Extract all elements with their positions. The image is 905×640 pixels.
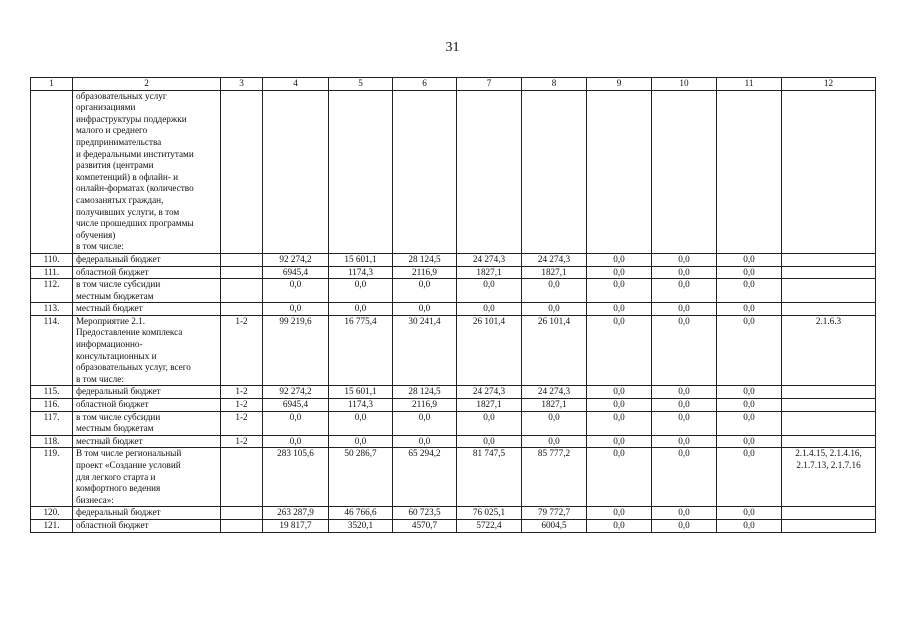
row-value: 0,0 [717,448,782,507]
row-value: 28 124,5 [393,386,457,399]
row-value: 2116,9 [393,266,457,279]
row-value: 0,0 [457,411,522,435]
column-header: 8 [522,78,587,91]
column-header: 1 [31,78,73,91]
row-value [329,90,393,253]
row-value: 0,0 [587,279,652,303]
row-value: 0,0 [652,266,717,279]
table-row [31,315,876,386]
row-name-line: консультационных и [76,350,157,361]
row-reference [782,303,876,316]
row-name-line: и федеральными институтами [76,148,194,159]
row-reference [782,279,876,303]
row-value: 0,0 [717,386,782,399]
row-value: 6945,4 [263,399,329,412]
row-name-line: областной бюджет [76,266,149,277]
column-header: 3 [221,78,263,91]
column-header: 12 [782,78,876,91]
row-code [221,253,263,266]
row-number: 110. [31,253,73,266]
row-value: 24 274,3 [457,253,522,266]
row-name-line: предпринимательства [76,136,162,147]
row-reference [782,519,876,532]
row-value: 0,0 [263,411,329,435]
row-name-line: компетенций) в офлайн- и [76,171,179,182]
row-name-line: для легкого старта и [76,471,156,482]
row-reference [782,448,876,507]
row-number: 116. [31,399,73,412]
row-reference [782,315,876,386]
table-row [31,253,876,266]
budget-table [30,77,876,533]
row-value: 0,0 [263,435,329,448]
row-code: 1-2 [221,386,263,399]
row-value: 0,0 [587,266,652,279]
row-value: 3520,1 [329,519,393,532]
row-value: 263 287,9 [263,507,329,520]
row-value [522,90,587,253]
row-value: 0,0 [652,448,717,507]
row-value: 50 286,7 [329,448,393,507]
row-number: 112. [31,279,73,303]
row-value: 0,0 [717,303,782,316]
row-name-line: В том числе региональный [76,448,182,459]
row-code: 1-2 [221,435,263,448]
row-name [73,435,221,448]
row-reference [782,435,876,448]
row-value: 6945,4 [263,266,329,279]
row-name-line: информационно- [76,339,143,350]
row-name-line: онлайн-форматах (количество [76,183,194,194]
row-value: 0,0 [457,435,522,448]
row-value: 0,0 [393,303,457,316]
row-value: 0,0 [522,279,587,303]
row-code: 1-2 [221,315,263,386]
row-value: 76 025,1 [457,507,522,520]
row-name-line: инфраструктуры поддержки [76,113,187,124]
row-value: 30 241,4 [393,315,457,386]
row-value: 60 723,5 [393,507,457,520]
row-value: 0,0 [717,435,782,448]
row-value: 0,0 [652,315,717,386]
row-value: 0,0 [587,253,652,266]
row-value [717,90,782,253]
row-value: 0,0 [457,279,522,303]
row-value: 0,0 [717,279,782,303]
row-value [263,90,329,253]
row-name-line: местным бюджетам [76,290,154,301]
row-code [221,519,263,532]
row-value: 92 274,2 [263,253,329,266]
row-name-line: развития (центрами [76,160,154,171]
row-name-line: в том числе субсидии [76,279,161,290]
row-value: 0,0 [587,411,652,435]
row-value: 0,0 [587,507,652,520]
row-value: 92 274,2 [263,386,329,399]
row-value: 283 105,6 [263,448,329,507]
table-row [31,90,876,253]
row-value: 0,0 [393,279,457,303]
row-name [73,507,221,520]
row-code [221,266,263,279]
table-row [31,386,876,399]
row-name [73,386,221,399]
table-row [31,279,876,303]
row-code [221,448,263,507]
row-value: 0,0 [717,507,782,520]
row-name-line: федеральный бюджет [76,386,161,397]
row-name-line: обучения) [76,229,116,240]
row-code [221,90,263,253]
row-reference [782,507,876,520]
row-name-line: образовательных услуг, всего [76,362,191,373]
row-value [393,90,457,253]
row-value: 99 219,6 [263,315,329,386]
table-row [31,411,876,435]
row-name-line: в том числе субсидии [76,411,161,422]
row-value: 81 747,5 [457,448,522,507]
row-number: 120. [31,507,73,520]
row-name-line: местный бюджет [76,435,143,446]
row-name [73,90,221,253]
row-name-line: получивших услуги, в том [76,206,180,217]
row-value: 0,0 [587,303,652,316]
row-name-line: местным бюджетам [76,423,154,434]
row-name-line: областной бюджет [76,519,149,530]
row-value: 65 294,2 [393,448,457,507]
table-row [31,435,876,448]
row-value [457,90,522,253]
row-name-line: бизнеса»: [76,494,114,505]
row-value: 0,0 [329,435,393,448]
row-value: 0,0 [587,435,652,448]
row-value: 0,0 [652,435,717,448]
row-value: 0,0 [522,303,587,316]
row-value: 0,0 [457,303,522,316]
row-value: 6004,5 [522,519,587,532]
row-value: 0,0 [717,399,782,412]
row-name [73,519,221,532]
row-name-line: образовательных услуг [76,90,167,101]
row-value: 0,0 [587,386,652,399]
row-value: 0,0 [587,519,652,532]
row-value: 0,0 [522,435,587,448]
row-value: 19 817,7 [263,519,329,532]
row-value: 0,0 [717,411,782,435]
row-reference-line: 2.1.6.3 [815,315,842,326]
row-value: 1827,1 [457,266,522,279]
row-reference [782,266,876,279]
row-value: 0,0 [652,386,717,399]
row-name-line: областной бюджет [76,399,149,410]
row-value: 1174,3 [329,399,393,412]
column-header: 7 [457,78,522,91]
row-value: 0,0 [652,507,717,520]
row-value: 1827,1 [522,266,587,279]
row-code [221,507,263,520]
row-value: 79 772,7 [522,507,587,520]
row-value: 5722,4 [457,519,522,532]
table-row [31,266,876,279]
row-name [73,448,221,507]
row-value: 0,0 [587,399,652,412]
table-row [31,519,876,532]
row-code [221,303,263,316]
row-name [73,315,221,386]
table-row [31,507,876,520]
row-value: 0,0 [263,303,329,316]
row-value: 0,0 [652,519,717,532]
row-code: 1-2 [221,399,263,412]
row-value: 1174,3 [329,266,393,279]
table-row [31,448,876,507]
row-code [221,279,263,303]
row-value: 0,0 [393,435,457,448]
row-name [73,253,221,266]
page-number: 31 [445,40,460,55]
column-header: 4 [263,78,329,91]
table-row [31,399,876,412]
row-number: 113. [31,303,73,316]
row-value [652,90,717,253]
row-value: 1827,1 [522,399,587,412]
row-number: 114. [31,315,73,386]
row-name-line: организациями [76,102,136,113]
row-value: 0,0 [652,303,717,316]
row-name-line: федеральный бюджет [76,507,161,518]
row-value: 15 601,1 [329,253,393,266]
column-number-row [31,78,876,91]
row-name [73,279,221,303]
row-value: 0,0 [587,448,652,507]
row-value [587,90,652,253]
row-value: 0,0 [329,279,393,303]
row-value: 15 601,1 [329,386,393,399]
row-value: 0,0 [329,303,393,316]
row-reference [782,399,876,412]
row-value: 28 124,5 [393,253,457,266]
row-name-line: Предоставление комплекса [76,327,183,338]
row-code: 1-2 [221,411,263,435]
column-header: 9 [587,78,652,91]
row-name [73,266,221,279]
row-value: 24 274,3 [522,386,587,399]
row-reference [782,386,876,399]
row-value: 1827,1 [457,399,522,412]
row-value: 0,0 [717,266,782,279]
row-name [73,399,221,412]
row-value: 0,0 [393,411,457,435]
row-name [73,411,221,435]
row-value: 26 101,4 [522,315,587,386]
row-name [73,303,221,316]
row-value: 0,0 [587,315,652,386]
row-reference [782,90,876,253]
row-value: 0,0 [717,253,782,266]
row-value: 24 274,3 [457,386,522,399]
row-name-line: числе прошедших программы [76,218,194,229]
row-reference-line: 2.1.4.15, 2.1.4.16, [795,448,862,459]
row-reference-line: 2.1.7.13, 2.1.7.16 [796,460,861,470]
row-value: 26 101,4 [457,315,522,386]
row-number: 118. [31,435,73,448]
row-value: 0,0 [652,253,717,266]
row-value: 85 777,2 [522,448,587,507]
row-value: 4570,7 [393,519,457,532]
row-name-line: проект «Создание условий [76,460,181,470]
row-name-line: Мероприятие 2.1. [76,315,146,326]
column-header: 6 [393,78,457,91]
row-value: 0,0 [652,399,717,412]
column-header: 10 [652,78,717,91]
row-value: 0,0 [263,279,329,303]
table-row [31,303,876,316]
row-value: 2116,9 [393,399,457,412]
row-number: 111. [31,266,73,279]
row-value: 16 775,4 [329,315,393,386]
row-value: 0,0 [717,315,782,386]
row-name-line: местный бюджет [76,303,143,314]
row-reference [782,411,876,435]
column-header: 11 [717,78,782,91]
column-header: 2 [73,78,221,91]
row-reference [782,253,876,266]
table-body [31,90,876,532]
column-header: 5 [329,78,393,91]
row-number [31,90,73,253]
row-number: 115. [31,386,73,399]
row-value: 0,0 [329,411,393,435]
row-number: 121. [31,519,73,532]
row-value: 0,0 [522,411,587,435]
row-value: 24 274,3 [522,253,587,266]
row-name-line: самозанятых граждан, [76,194,164,205]
row-name-line: в том числе: [76,241,124,252]
row-value: 0,0 [652,411,717,435]
row-number: 117. [31,411,73,435]
row-value: 0,0 [652,279,717,303]
row-name-line: в том числе: [76,373,124,384]
row-name-line: федеральный бюджет [76,253,161,264]
row-name-line: малого и среднего [76,125,148,136]
row-value: 0,0 [717,519,782,532]
row-name-line: комфортного ведения [76,483,161,494]
row-value: 46 766,6 [329,507,393,520]
row-number: 119. [31,448,73,507]
